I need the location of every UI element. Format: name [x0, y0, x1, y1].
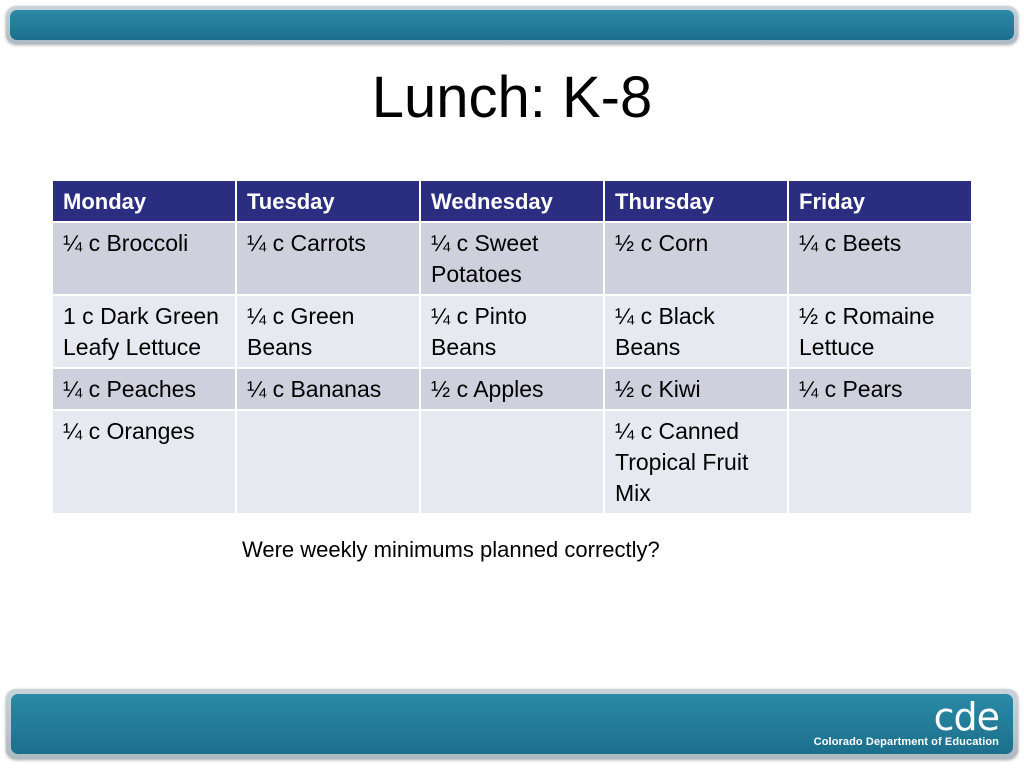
table-cell: ½ c Romaine Lettuce [788, 295, 972, 368]
bottom-banner-fill [11, 694, 1013, 754]
table-cell [420, 410, 604, 514]
table-cell: ¼ c Broccoli [52, 222, 236, 295]
table-cell: ½ c Kiwi [604, 368, 788, 410]
bottom-banner [6, 689, 1018, 759]
lunch-menu-table [51, 179, 973, 515]
slide-title: Lunch: K-8 [371, 65, 653, 130]
table-cell [236, 410, 420, 514]
table-cell: ¼ c Black Beans [604, 295, 788, 368]
table-cell: ¼ c Pinto Beans [420, 295, 604, 368]
header-wednesday: Wednesday [420, 180, 604, 222]
organization-name: Colorado Department of Education [813, 736, 999, 748]
top-banner [6, 6, 1018, 44]
table-cell: ¼ c Beets [788, 222, 972, 295]
table-row [52, 222, 972, 295]
table-cell: ¼ c Sweet Potatoes [420, 222, 604, 295]
cde-logo-mark: cde [933, 695, 999, 739]
table-cell: ¼ c Pears [788, 368, 972, 410]
table-cell: ¼ c Bananas [236, 368, 420, 410]
top-banner-fill [10, 10, 1014, 40]
header-thursday: Thursday [604, 180, 788, 222]
table-cell: ½ c Corn [604, 222, 788, 295]
header-friday: Friday [788, 180, 972, 222]
table-cell: ¼ c Carrots [236, 222, 420, 295]
table-cell: ½ c Apples [420, 368, 604, 410]
table-cell [788, 410, 972, 514]
table-row [52, 368, 972, 410]
table-row [52, 295, 972, 368]
table-cell: ¼ c Green Beans [236, 295, 420, 368]
table-header-row [52, 180, 972, 222]
header-tuesday: Tuesday [236, 180, 420, 222]
table-cell: ¼ c Oranges [52, 410, 236, 514]
table-cell: ¼ c Canned Tropical Fruit Mix [604, 410, 788, 514]
table-row [52, 410, 972, 514]
cde-logo [813, 695, 999, 750]
question-text: Were weekly minimums planned correctly? [242, 537, 660, 562]
header-monday: Monday [52, 180, 236, 222]
table-cell: ¼ c Peaches [52, 368, 236, 410]
table-cell: 1 c Dark Green Leafy Lettuce [52, 295, 236, 368]
